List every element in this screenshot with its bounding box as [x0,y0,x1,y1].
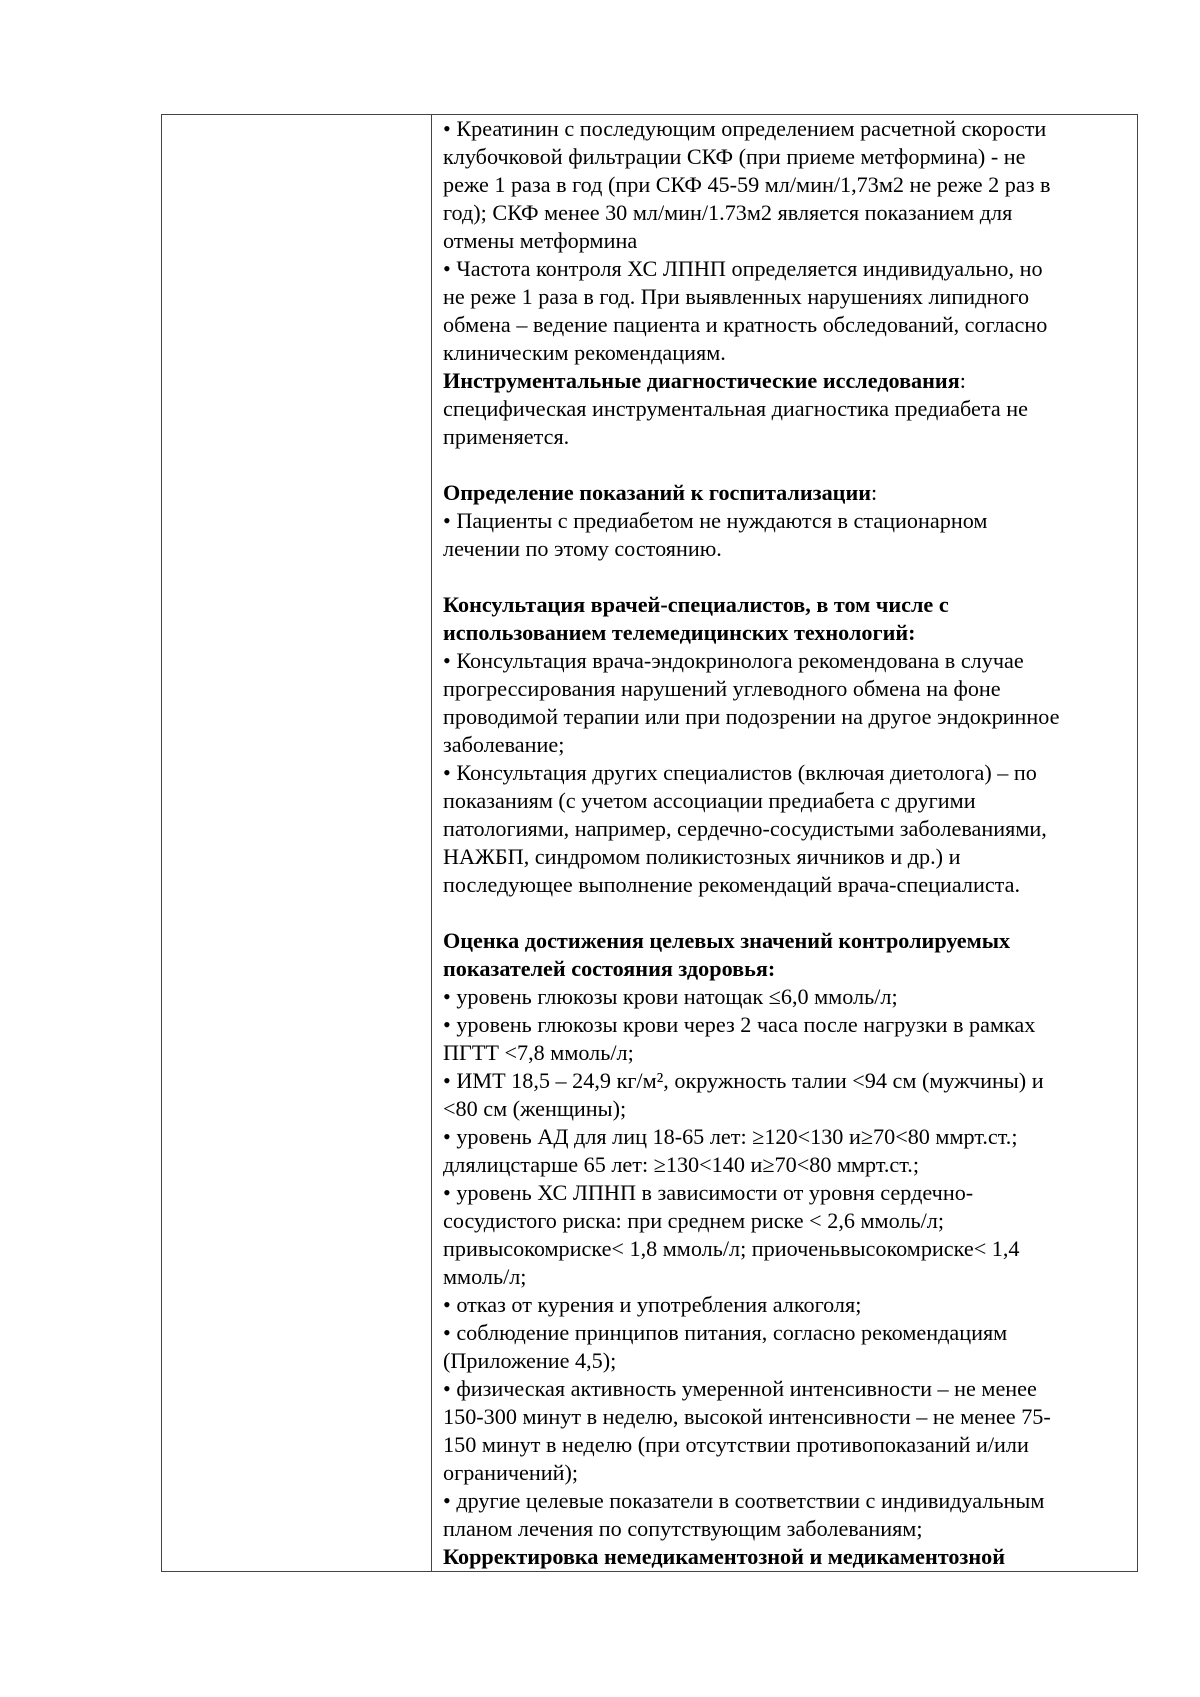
text-line: • физическая активность умеренной интенсивности – не менее [443,1376,1037,1401]
text-line: специфическая инструментальная диагностика предиабета не [443,396,1028,421]
text-line: • Пациенты с предиабетом не нуждаются в стационарном [443,508,988,533]
text-line: отмены метформина [443,228,638,253]
text-line: показаниям (с учетом ассоциации предиабета с другими [443,788,976,813]
right-cell-content [432,115,1137,1571]
blank-line [443,563,1131,591]
text-line: • другие целевые показатели в соответствии с индивидуальным [443,1488,1045,1513]
heading-line [443,479,1131,507]
text-line: не реже 1 раза в год. При выявленных нарушениях липидного [443,284,1030,309]
heading-line: Консультация врачей-специалистов, в том числе с [443,592,949,617]
text-line: сосудистого риска: при среднем риске < 2,6 ммоль/л; [443,1208,944,1233]
text-line: (Приложение 4,5); [443,1348,617,1373]
text-line: • уровень глюкозы крови через 2 часа после нагрузки в рамках [443,1012,1036,1037]
text-line: применяется. [443,424,570,449]
text-line: год); СКФ менее 30 мл/мин/1.73м2 является показанием для [443,200,1013,225]
text-line: патологиями, например, сердечно-сосудистыми заболеваниями, [443,816,1047,841]
right-cell [432,115,1138,1572]
text-line: планом лечения по сопутствующим заболеваниям; [443,1516,923,1541]
text-line: • Консультация других специалистов (включая диетолога) – по [443,760,1037,785]
text-line: НАЖБП, синдромом поликистозных яичников и др.) и [443,844,961,869]
text-line: • Частота контроля ХС ЛПНП определяется индивидуально, но [443,256,1043,281]
table-row [162,115,1138,1572]
text-line: клиническим рекомендациям. [443,340,726,365]
heading-text: Инструментальные диагностические исследования [443,368,960,393]
text-line: привысокомриске< 1,8 ммоль/л; приоченьвысокомриске< 1,4 [443,1236,1020,1261]
heading-line: Корректировка немедикаментозной и медикаментозной [443,1544,1006,1569]
heading-text: Определение показаний к госпитализации [443,480,872,505]
heading-line: показателей состояния здоровья: [443,956,776,981]
text-line: обмена – ведение пациента и кратность обследований, согласно [443,312,1048,337]
text-line: реже 1 раза в год (при СКФ 45-59 мл/мин/1,73м2 не реже 2 раз в [443,172,1051,197]
text-line: заболевание; [443,732,565,757]
text-line: ПГТТ <7,8 ммоль/л; [443,1040,634,1065]
text-line: 150-300 минут в неделю, высокой интенсивности – не менее 75- [443,1404,1051,1429]
text-line: проводимой терапии или при подозрении на другое эндокринное [443,704,1060,729]
document-table [161,114,1138,1572]
text-line: <80 см (женщины); [443,1096,627,1121]
text-line: • отказ от курения и употребления алкоголя; [443,1292,862,1317]
text-line: • уровень ХС ЛПНП в зависимости от уровня сердечно- [443,1180,974,1205]
text-line: ммоль/л; [443,1264,527,1289]
text-line: клубочковой фильтрации СКФ (при приеме метформина) - не [443,144,1026,169]
heading-suffix: : [959,368,966,393]
text-line: • ИМТ 18,5 – 24,9 кг/м², окружность талии <94 см (мужчины) и [443,1068,1044,1093]
text-line: длялицстарше 65 лет: ≥130<140 и≥70<80 ммрт.ст.; [443,1152,920,1177]
left-cell-empty [162,115,432,1572]
heading-line [443,367,1131,395]
heading-line: использованием телемедицинских технологий: [443,620,916,645]
blank-line [443,899,1131,927]
text-line: лечении по этому состоянию. [443,536,722,561]
text-line: прогрессирования нарушений углеводного обмена на фоне [443,676,1001,701]
text-line: ограничений); [443,1460,579,1485]
text-line: • соблюдение принципов питания, согласно рекомендациям [443,1320,1008,1345]
text-line: последующее выполнение рекомендаций врача-специалиста. [443,872,1021,897]
heading-suffix: : [871,480,878,505]
text-line: • уровень АД для лиц 18-65 лет: ≥120<130 и≥70<80 ммрт.ст.; [443,1124,1018,1149]
text-line: • Консультация врача-эндокринолога рекомендована в случае [443,648,1024,673]
heading-line: Оценка достижения целевых значений контролируемых [443,928,1011,953]
text-line: • уровень глюкозы крови натощак ≤6,0 ммоль/л; [443,984,898,1009]
text-line: • Креатинин с последующим определением расчетной скорости [443,116,1047,141]
blank-line [443,451,1131,479]
text-line: 150 минут в неделю (при отсутствии противопоказаний и/или [443,1432,1029,1457]
